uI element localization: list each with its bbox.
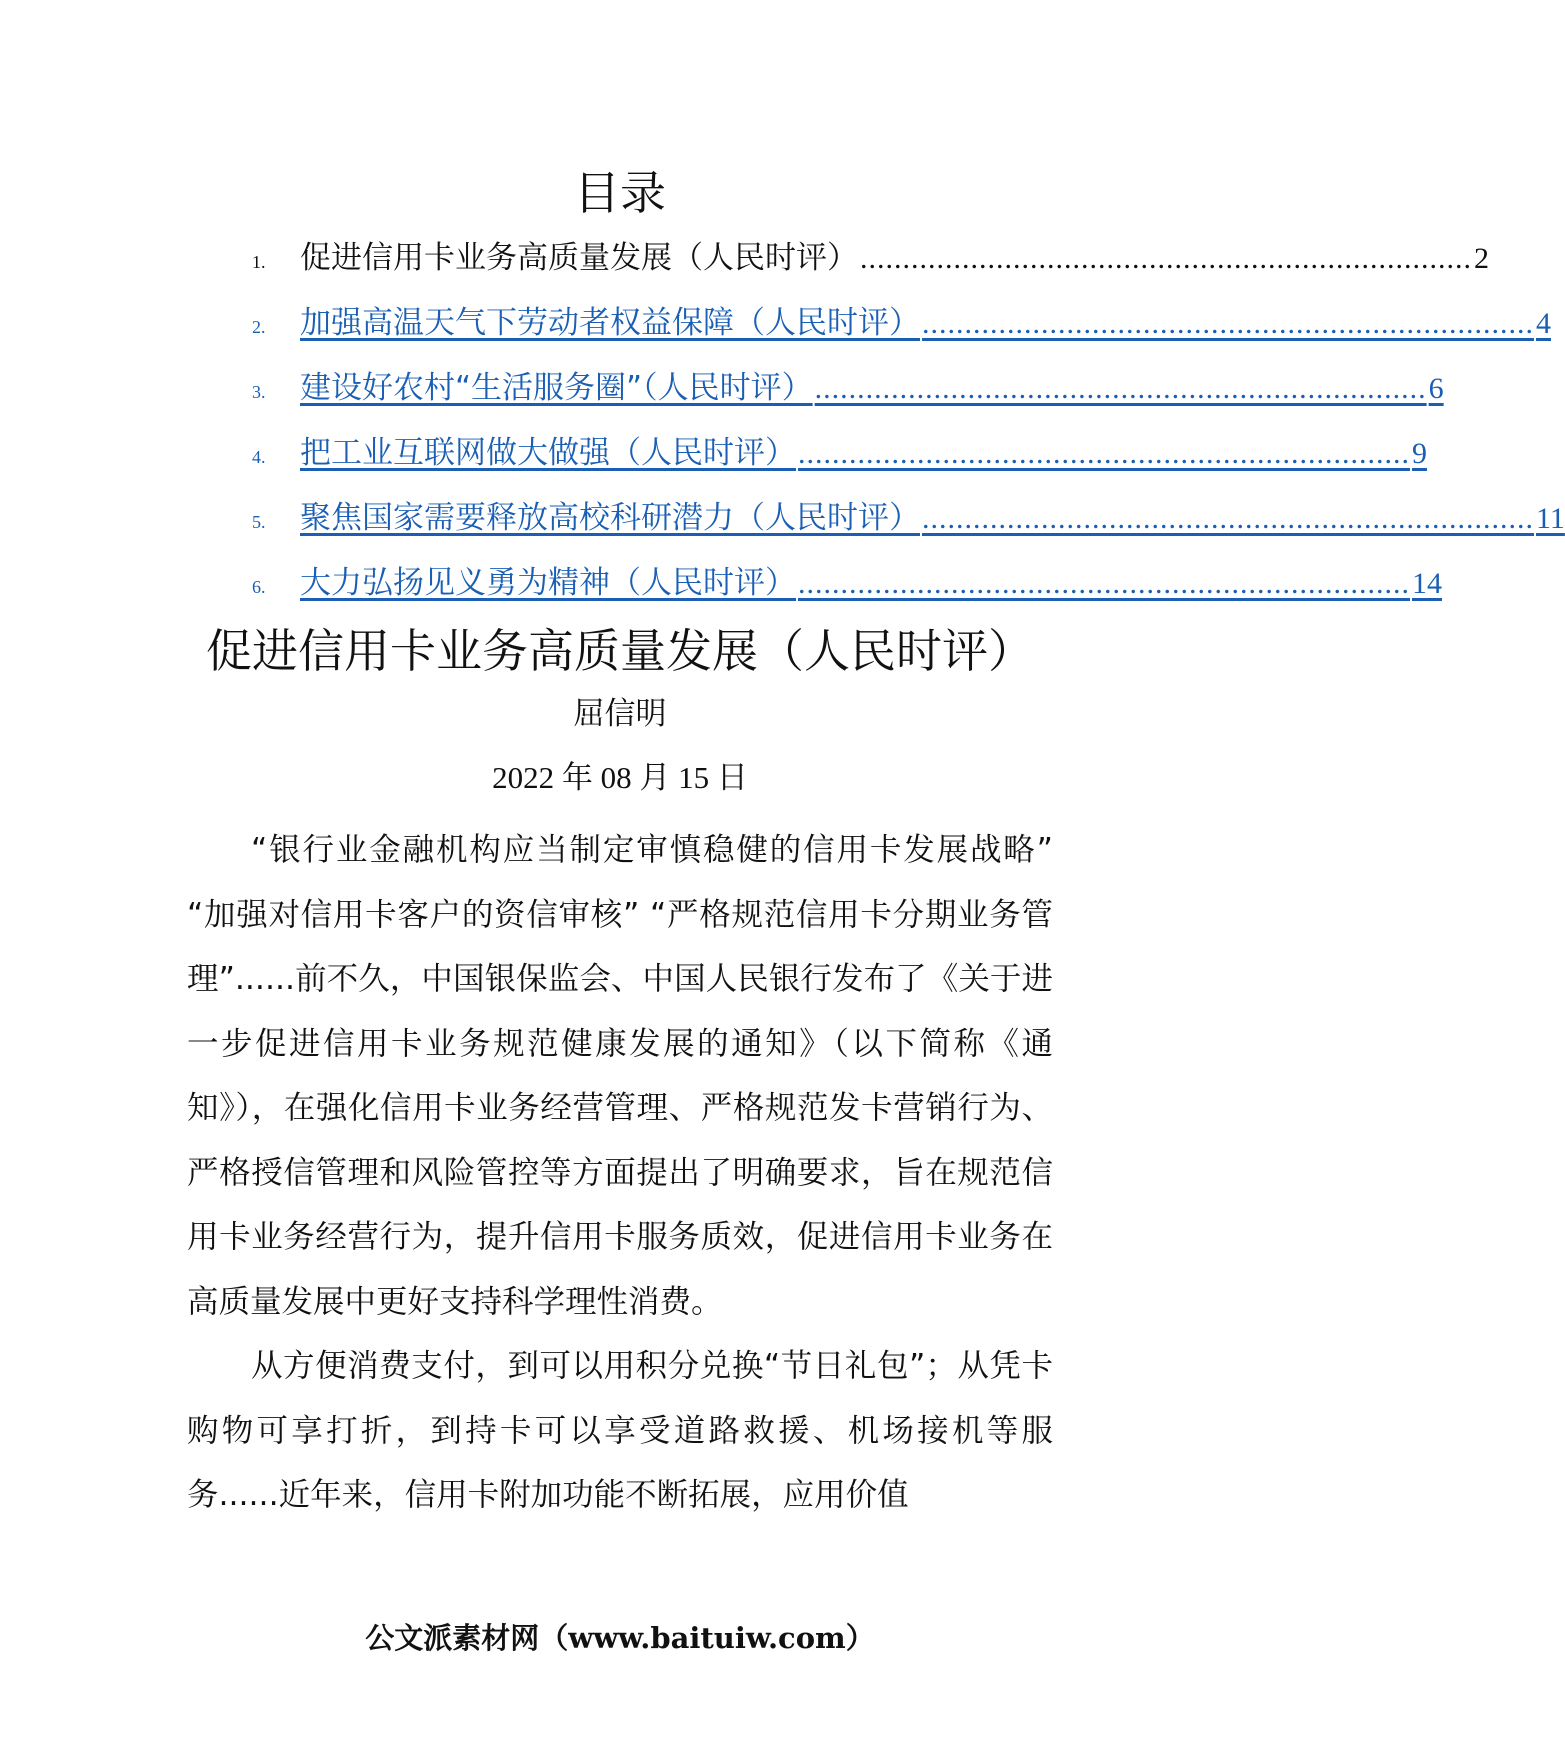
- toc-item-label[interactable]: 把工业互联网做大做强（人民时评）: [300, 435, 796, 471]
- toc-leader-dots: ........................................................................: [922, 307, 1534, 340]
- toc-item-number: 1.: [252, 252, 266, 272]
- toc-leader-dots: ........................................................................: [814, 372, 1427, 405]
- table-of-contents: [252, 236, 1565, 626]
- toc-item-label[interactable]: 聚焦国家需要释放高校科研潜力（人民时评）: [300, 500, 920, 536]
- toc-item-page[interactable]: 14: [1412, 567, 1442, 600]
- toc-item-label: 促进信用卡业务高质量发展（人民时评）: [300, 240, 858, 276]
- toc-item-6[interactable]: [252, 561, 1442, 626]
- toc-item-number: 4.: [252, 447, 266, 467]
- toc-title: 目录: [574, 166, 666, 220]
- toc-item-4[interactable]: [252, 431, 1427, 496]
- footer-watermark: 公文派素材网（www.baituiw.com）: [365, 1621, 875, 1655]
- toc-item-number: 6.: [252, 577, 266, 597]
- paragraph: “银行业金融机构应当制定审慎稳健的信用卡发展战略” “加强对信用卡客户的资信审核” “严格规范信用卡分期业务管理”......前不久，中国银保监会、中国人民银行发布了《关于进一步促进信用卡业务规范健康发展的通知》（以下简称《通知》），在强化信用卡业务经营管理、严格规范发卡营销行为、严格授信管理和风险管控等方面提出了明确要求，旨在规范信用卡业务经营行为，提升信用卡服务质效，促进信用卡业务在高质量发展中更好支持科学理性消费。: [187, 832, 1053, 1320]
- article-author: 屈信明: [573, 696, 667, 732]
- paragraph: 从方便消费支付，到可以用积分兑换“节日礼包”；从凭卡购物可享打折，到持卡可以享受道路救援、机场接机等服务......近年来，信用卡附加功能不断拓展，应用价值: [187, 1348, 1053, 1513]
- toc-item-label[interactable]: 大力弘扬见义勇为精神（人民时评）: [300, 565, 796, 601]
- toc-item-page[interactable]: 4: [1536, 307, 1551, 340]
- article-title: 促进信用卡业务高质量发展（人民时评）: [206, 624, 1034, 678]
- toc-leader-dots: ........................................................................: [860, 242, 1472, 275]
- toc-item-label[interactable]: 加强高温天气下劳动者权益保障（人民时评）: [300, 305, 920, 341]
- article-body: [187, 818, 1053, 1528]
- article-date: 2022 年 08 月 15 日: [492, 760, 748, 795]
- toc-item-page[interactable]: 11: [1536, 502, 1565, 535]
- toc-item-number: 2.: [252, 317, 266, 337]
- toc-item-2[interactable]: [252, 301, 1551, 366]
- toc-item-number: 5.: [252, 512, 266, 532]
- toc-item-1[interactable]: [252, 236, 1489, 301]
- toc-item-page[interactable]: 6: [1428, 372, 1444, 405]
- toc-leader-dots: ........................................................................: [922, 502, 1534, 535]
- toc-leader-dots: ........................................................................: [798, 567, 1410, 600]
- toc-item-page[interactable]: 9: [1412, 437, 1427, 470]
- toc-item-number: 3.: [252, 382, 266, 402]
- toc-item-5[interactable]: [252, 496, 1565, 561]
- toc-item-3[interactable]: [252, 366, 1444, 431]
- toc-item-label[interactable]: 建设好农村“生活服务圈”（人民时评）: [300, 370, 813, 406]
- toc-leader-dots: ........................................................................: [798, 437, 1410, 470]
- toc-item-page: 2: [1474, 242, 1489, 275]
